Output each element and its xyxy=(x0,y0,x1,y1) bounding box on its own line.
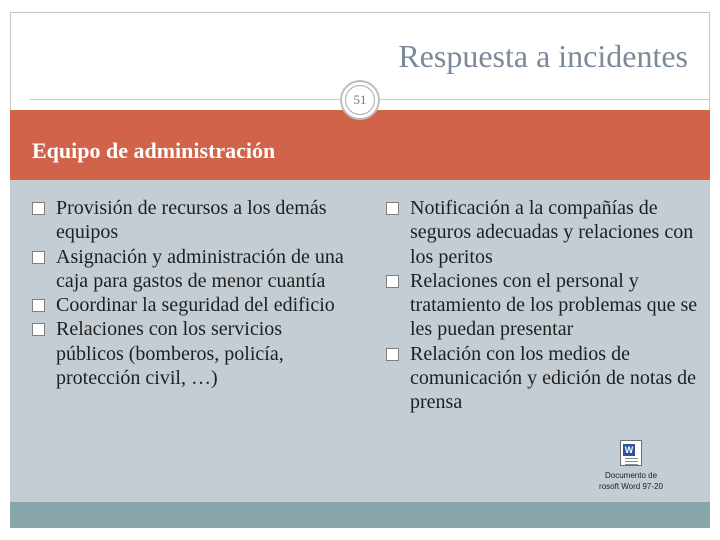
list-item-text: Provisión de recursos a los demás equipos xyxy=(56,197,327,244)
caption-line: Documento de xyxy=(604,471,658,480)
list-item xyxy=(30,196,350,245)
checkbox-bullet-icon xyxy=(32,323,45,336)
doc-line xyxy=(625,461,638,462)
doc-line xyxy=(625,464,638,465)
list-item-text: Notificación a la compañías de seguros adecuadas y relaciones con los peritos xyxy=(410,197,694,268)
list-item xyxy=(30,293,350,317)
list-item xyxy=(384,342,700,415)
word-document-icon[interactable] xyxy=(620,440,642,466)
page-number: 51 xyxy=(345,85,375,115)
section-heading: Equipo de administración xyxy=(32,138,276,163)
checkbox-bullet-icon xyxy=(32,299,45,312)
list-item xyxy=(30,317,350,390)
list-item xyxy=(384,269,700,342)
list-item-text: Coordinar la seguridad del edificio xyxy=(56,294,335,317)
list-item-text: Relaciones con el personal y tratamiento de los problemas que se les puedan presentar xyxy=(410,269,698,341)
slide-title: Respuesta a incidentes xyxy=(398,38,688,74)
checkbox-bullet-icon xyxy=(386,202,399,215)
caption-line: rosoft Word 97-20 xyxy=(599,482,663,491)
footer-bar xyxy=(10,502,710,528)
checkbox-bullet-icon xyxy=(32,202,45,215)
checkbox-bullet-icon xyxy=(32,251,45,264)
checkbox-bullet-icon xyxy=(386,348,399,361)
checkbox-bullet-icon xyxy=(386,275,399,288)
right-column xyxy=(384,196,700,415)
heading-band xyxy=(10,110,710,180)
page-number-badge xyxy=(340,80,380,120)
embedded-document-caption[interactable] xyxy=(586,470,676,492)
list-item-text: Relación con los medios de comunicación y edición de notas de prensa xyxy=(410,342,697,414)
word-logo-icon: W xyxy=(624,445,634,455)
list-item-text: Asignación y administración de una caja para gastos de menor cuantía xyxy=(56,245,344,292)
left-column xyxy=(30,196,350,390)
list-item xyxy=(30,245,350,294)
list-item-text: Relaciones con los servicios públicos (bomberos, policía, protección civil, …) xyxy=(56,318,284,390)
doc-line xyxy=(625,458,638,459)
list-item xyxy=(384,196,700,269)
